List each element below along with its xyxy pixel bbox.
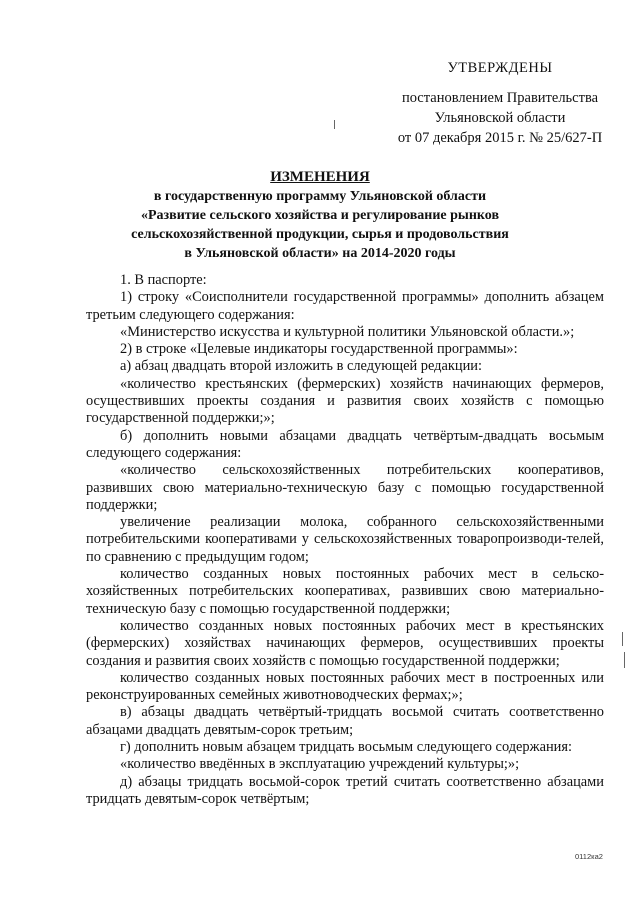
footer-code: 0112ка2 — [575, 852, 603, 861]
paragraph: 1. В паспорте: — [120, 272, 207, 288]
paragraph: «Министерство искусства и культурной политики Ульяновской области.»; — [120, 323, 575, 340]
paragraph: а) абзац двадцать второй изложить в следующей редакции: — [120, 358, 482, 375]
approval-stamp — [380, 58, 620, 148]
paragraph: «количество сельскохозяйственных потребительских кооперативов, развивших свою материально-техническую базу с помощью государственной поддержки; — [86, 462, 604, 513]
paragraph: «количество крестьянских (фермерских) хозяйств начинающих фермеров, осуществивших проекты создания и развития своих хозяйств с помощью государственной поддержки;»; — [86, 375, 604, 427]
approval-line-1: постановлением Правительства — [401, 90, 599, 106]
document-title — [90, 168, 550, 263]
approval-line-3: от 07 декабря 2015 г. № 25/627-П — [397, 130, 603, 146]
title-line-4: в Ульяновской области» на 2014-2020 годы — [184, 246, 456, 261]
paragraph: г) дополнить новым абзацем тридцать восьмым следующего содержания: — [120, 739, 572, 756]
scan-mark — [334, 120, 335, 129]
document-body — [86, 272, 604, 808]
title-main: ИЗМЕНЕНИЯ — [270, 169, 370, 185]
paragraph: 1) строку «Соисполнители государственной программы» дополнить абзацем третьим следующего содержания: — [86, 289, 604, 323]
approval-line-2: Ульяновской области — [434, 110, 566, 126]
scan-mark — [622, 632, 623, 646]
approved-title: УТВЕРЖДЕНЫ — [447, 60, 553, 76]
title-line-1: в государственную программу Ульяновской области — [153, 189, 487, 204]
paragraph: в) абзацы двадцать четвёртый-тридцать восьмой считать соответственно абзацами двадцать девятым-сорок третьим; — [86, 704, 604, 738]
paragraph: количество созданных новых постоянных рабочих мест в построенных или реконструированных семейных животноводческих фермах;»; — [86, 669, 604, 704]
paragraph: количество созданных новых постоянных рабочих мест в крестьянских (фермерских) хозяйствах начинающих фермеров, осуществивших проекты создания и развития своих хозяйств с помощью государственной поддержки; — [86, 617, 604, 669]
title-line-3: сельскохозяйственной продукции, сырья и продовольствия — [131, 227, 509, 242]
paragraph: 2) в строке «Целевые индикаторы государственной программы»: — [120, 341, 518, 358]
paragraph: д) абзацы тридцать восьмой-сорок третий считать соответственно абзацами тридцать девятым-сорок четвёртым; — [86, 773, 604, 807]
paragraph: «количество введённых в эксплуатацию учреждений культуры;»; — [120, 756, 520, 773]
scan-mark — [624, 652, 625, 668]
paragraph: количество созданных новых постоянных рабочих мест в сельско-хозяйственных потребительских кооперативах, развивших свою материально-техническую базу с помощью государственной поддержки; — [86, 566, 604, 617]
paragraph: б) дополнить новыми абзацами двадцать четвёртым-двадцать восьмым следующего содержания: — [86, 427, 604, 461]
title-line-2: «Развитие сельского хозяйства и регулирование рынков — [140, 208, 500, 223]
paragraph: увеличение реализации молока, собранного сельскохозяйственными потребительскими кооперативами у сельскохозяйственных товаропроизводи-телей, по сравнению с предыдущим годом; — [86, 514, 604, 565]
